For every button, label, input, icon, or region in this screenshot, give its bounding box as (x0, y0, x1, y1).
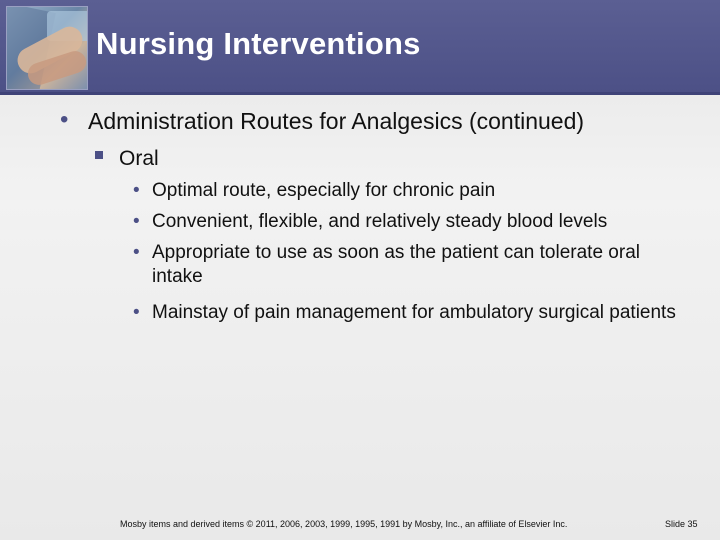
bullet-level1: Administration Routes for Analgesics (continued) (88, 108, 585, 134)
bullet-level3-item: Convenient, flexible, and relatively steady blood levels (152, 211, 608, 232)
bullet-icon: • (133, 211, 140, 232)
bullet-icon: • (60, 106, 69, 133)
nursing-hands-photo (6, 6, 88, 90)
bullet-icon: • (133, 180, 140, 201)
bullet-level3-item: Optimal route, especially for chronic pain (152, 180, 496, 201)
bullet-icon: • (133, 242, 140, 263)
title-bar-underline (0, 92, 720, 95)
bullet-level3-item: Mainstay of pain management for ambulatory surgical patients (152, 302, 676, 323)
slide-number: Slide 35 (665, 519, 698, 529)
bullet-level2: Oral (119, 147, 159, 170)
slide-title: Nursing Interventions (96, 26, 421, 61)
bullet-icon: • (133, 302, 140, 323)
bullet-level3-item: Appropriate to use as soon as the patient can tolerate oral intake (152, 242, 640, 287)
square-bullet-icon (95, 151, 103, 159)
copyright-footer: Mosby items and derived items © 2011, 2006, 2003, 1999, 1995, 1991 by Mosby, Inc., an affiliate of Elsevier Inc. (120, 519, 568, 529)
